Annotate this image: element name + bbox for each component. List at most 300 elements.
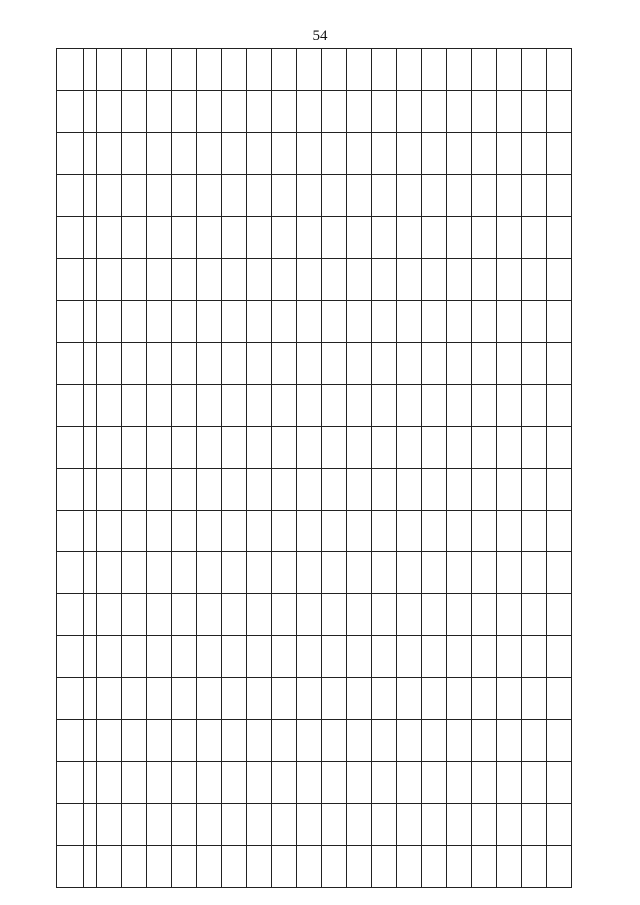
table-cell xyxy=(222,49,247,91)
table-cell xyxy=(497,175,522,217)
table-cell xyxy=(397,552,422,594)
table-cell xyxy=(247,426,272,468)
table-cell xyxy=(472,217,497,259)
table-cell xyxy=(197,300,222,342)
table-cell xyxy=(397,258,422,300)
table-cell xyxy=(347,552,372,594)
table-row xyxy=(147,49,172,888)
column-number-cell xyxy=(84,258,97,300)
table-cell xyxy=(422,678,447,720)
table-row xyxy=(197,49,222,888)
table-cell xyxy=(197,510,222,552)
table-cell xyxy=(197,384,222,426)
table-cell xyxy=(472,175,497,217)
column-header xyxy=(57,258,84,300)
table-cell xyxy=(447,217,472,259)
table-row xyxy=(497,49,522,888)
table-cell xyxy=(497,300,522,342)
table-cell xyxy=(147,636,172,678)
table-cell xyxy=(297,217,322,259)
table-cell xyxy=(447,91,472,133)
column-header xyxy=(57,846,84,888)
table-cell xyxy=(297,468,322,510)
table-cell xyxy=(497,49,522,91)
table-cell xyxy=(122,510,147,552)
table-cell xyxy=(347,846,372,888)
table-cell xyxy=(172,804,197,846)
column-header xyxy=(57,720,84,762)
table-cell xyxy=(272,133,297,175)
table-cell xyxy=(372,300,397,342)
table-cell xyxy=(322,552,347,594)
table-cell xyxy=(522,636,547,678)
column-number-cell xyxy=(84,552,97,594)
table-cell xyxy=(447,468,472,510)
table-cell xyxy=(97,804,122,846)
table-cell xyxy=(272,594,297,636)
table-cell xyxy=(322,217,347,259)
table-row xyxy=(172,49,197,888)
table-cell xyxy=(272,49,297,91)
table-cell xyxy=(97,510,122,552)
table-cell xyxy=(447,175,472,217)
table-cell xyxy=(372,510,397,552)
table-cell xyxy=(197,846,222,888)
table-cell xyxy=(222,91,247,133)
table-cell xyxy=(197,552,222,594)
table-cell xyxy=(297,49,322,91)
table-cell xyxy=(272,384,297,426)
table-cell xyxy=(247,846,272,888)
table-cell xyxy=(297,510,322,552)
column-header xyxy=(57,510,84,552)
table-cell xyxy=(247,636,272,678)
table-cell xyxy=(372,804,397,846)
table-cell xyxy=(97,678,122,720)
table-cell xyxy=(147,804,172,846)
table-cell xyxy=(347,133,372,175)
table-cell xyxy=(122,217,147,259)
column-number-cell xyxy=(84,175,97,217)
table-row xyxy=(472,49,497,888)
table-cell xyxy=(322,804,347,846)
table-cell xyxy=(272,217,297,259)
table-cell xyxy=(97,468,122,510)
table-cell xyxy=(172,49,197,91)
table-cell xyxy=(297,133,322,175)
table-cell xyxy=(222,300,247,342)
table-cell xyxy=(497,552,522,594)
table-cell xyxy=(497,258,522,300)
table-cell xyxy=(497,342,522,384)
table-header-row xyxy=(57,49,84,888)
table-cell xyxy=(97,384,122,426)
table-cell xyxy=(147,300,172,342)
table-cell xyxy=(447,636,472,678)
table-cell xyxy=(272,300,297,342)
table-cell xyxy=(397,342,422,384)
table-row xyxy=(222,49,247,888)
table-cell xyxy=(372,762,397,804)
table-cell xyxy=(397,846,422,888)
table-cell xyxy=(372,636,397,678)
table-cell xyxy=(522,510,547,552)
table-cell xyxy=(97,258,122,300)
column-number-cell xyxy=(84,133,97,175)
table-cell xyxy=(147,49,172,91)
table-cell xyxy=(247,594,272,636)
table-cell xyxy=(322,762,347,804)
table-cell xyxy=(347,175,372,217)
table-cell xyxy=(347,426,372,468)
table-cell xyxy=(272,636,297,678)
table-cell xyxy=(147,762,172,804)
table-cell xyxy=(197,762,222,804)
table-cell xyxy=(497,91,522,133)
table-cell xyxy=(97,846,122,888)
table-cell xyxy=(122,720,147,762)
table-cell xyxy=(222,510,247,552)
table-cell xyxy=(422,552,447,594)
table-cell xyxy=(422,217,447,259)
column-number-cell xyxy=(84,426,97,468)
table-cell xyxy=(247,804,272,846)
table-cell xyxy=(547,300,572,342)
table-row xyxy=(247,49,272,888)
table-cell xyxy=(447,594,472,636)
table-cell xyxy=(422,804,447,846)
table-cell xyxy=(172,300,197,342)
table-cell xyxy=(522,552,547,594)
table-cell xyxy=(497,678,522,720)
table-cell xyxy=(97,636,122,678)
table-cell xyxy=(372,720,397,762)
column-number-cell xyxy=(84,384,97,426)
table-cell xyxy=(422,762,447,804)
table-cell xyxy=(197,720,222,762)
table-cell xyxy=(197,804,222,846)
table-cell xyxy=(147,846,172,888)
table-cell xyxy=(322,91,347,133)
table-row xyxy=(422,49,447,888)
table-cell xyxy=(422,468,447,510)
column-header xyxy=(57,175,84,217)
table-cell xyxy=(422,258,447,300)
table-cell xyxy=(497,636,522,678)
table-cell xyxy=(222,342,247,384)
table-cell xyxy=(97,426,122,468)
table-cell xyxy=(522,300,547,342)
column-header xyxy=(57,300,84,342)
table-cell xyxy=(222,384,247,426)
table-cell xyxy=(222,217,247,259)
column-header xyxy=(57,468,84,510)
table-row xyxy=(297,49,322,888)
table-cell xyxy=(547,720,572,762)
table-cell xyxy=(547,175,572,217)
column-header xyxy=(57,49,84,91)
table-cell xyxy=(147,91,172,133)
table-cell xyxy=(522,175,547,217)
table-cell xyxy=(547,258,572,300)
table-cell xyxy=(222,552,247,594)
table-cell xyxy=(172,175,197,217)
table-cell xyxy=(172,594,197,636)
table-cell xyxy=(272,678,297,720)
table-cell xyxy=(147,342,172,384)
table-cell xyxy=(97,552,122,594)
table-cell xyxy=(147,468,172,510)
table-cell xyxy=(447,258,472,300)
table-cell xyxy=(322,342,347,384)
table-cell xyxy=(172,510,197,552)
table-cell xyxy=(522,594,547,636)
table-cell xyxy=(222,133,247,175)
table-cell xyxy=(297,342,322,384)
table-cell xyxy=(347,258,372,300)
table-cell xyxy=(247,217,272,259)
column-number-cell xyxy=(84,300,97,342)
table-cell xyxy=(172,217,197,259)
table-cell xyxy=(497,468,522,510)
table-row xyxy=(347,49,372,888)
table-cell xyxy=(122,804,147,846)
table-cell xyxy=(247,720,272,762)
table-cell xyxy=(172,342,197,384)
column-number-cell xyxy=(84,636,97,678)
column-number-cell xyxy=(84,720,97,762)
table-cell xyxy=(222,594,247,636)
column-number-cell xyxy=(84,342,97,384)
table-cell xyxy=(297,678,322,720)
table-cell xyxy=(472,468,497,510)
table-cell xyxy=(247,258,272,300)
table-cell xyxy=(422,594,447,636)
table-cell xyxy=(547,133,572,175)
table-cell xyxy=(372,49,397,91)
table-cell xyxy=(247,91,272,133)
table-cell xyxy=(347,804,372,846)
table-cell xyxy=(347,720,372,762)
table-cell xyxy=(222,175,247,217)
table-cell xyxy=(197,133,222,175)
table-cell xyxy=(147,678,172,720)
table-row xyxy=(322,49,347,888)
table-cell xyxy=(222,678,247,720)
table-cell xyxy=(547,510,572,552)
table-cell xyxy=(472,762,497,804)
column-number-cell xyxy=(84,762,97,804)
table-cell xyxy=(272,91,297,133)
table-cell xyxy=(322,678,347,720)
table-cell xyxy=(497,133,522,175)
table-cell xyxy=(272,804,297,846)
table-cell xyxy=(472,91,497,133)
table-cell xyxy=(97,720,122,762)
table-cell xyxy=(447,552,472,594)
column-header xyxy=(57,426,84,468)
table-cell xyxy=(372,133,397,175)
table-cell xyxy=(147,510,172,552)
table-cell xyxy=(147,258,172,300)
table-cell xyxy=(397,175,422,217)
page-number: 54 xyxy=(312,28,328,44)
table-cell xyxy=(147,426,172,468)
table-cell xyxy=(372,594,397,636)
table-cell xyxy=(147,133,172,175)
table-cell xyxy=(322,175,347,217)
table-cell xyxy=(547,678,572,720)
table-cell xyxy=(522,384,547,426)
table-cell xyxy=(222,468,247,510)
table-cell xyxy=(197,468,222,510)
table-row xyxy=(372,49,397,888)
table-cell xyxy=(347,678,372,720)
table-cell xyxy=(447,49,472,91)
table-cell xyxy=(522,762,547,804)
table-cell xyxy=(322,636,347,678)
table-cell xyxy=(397,91,422,133)
table-cell xyxy=(397,720,422,762)
table-cell xyxy=(122,468,147,510)
table-cell xyxy=(397,678,422,720)
table-cell xyxy=(522,133,547,175)
table-cell xyxy=(397,300,422,342)
table-cell xyxy=(122,258,147,300)
table-cell xyxy=(472,636,497,678)
table-cell xyxy=(472,426,497,468)
table-cell xyxy=(422,636,447,678)
table-cell xyxy=(397,510,422,552)
table-cell xyxy=(172,258,197,300)
table-row xyxy=(547,49,572,888)
table-cell xyxy=(197,594,222,636)
table-cell xyxy=(397,804,422,846)
table-cell xyxy=(547,636,572,678)
table-cell xyxy=(322,720,347,762)
column-header xyxy=(57,594,84,636)
table-cell xyxy=(122,426,147,468)
table-cell xyxy=(197,258,222,300)
table-cell xyxy=(372,258,397,300)
table-cell xyxy=(197,175,222,217)
table-cell xyxy=(122,384,147,426)
table-cell xyxy=(97,342,122,384)
column-number-cell xyxy=(84,678,97,720)
table-cell xyxy=(472,384,497,426)
table-cell xyxy=(247,762,272,804)
table-cell xyxy=(272,468,297,510)
table-cell xyxy=(122,300,147,342)
table-cell xyxy=(347,636,372,678)
table-cell xyxy=(247,384,272,426)
table-cell xyxy=(547,384,572,426)
table-cell xyxy=(97,594,122,636)
table-cell xyxy=(372,426,397,468)
table-cell xyxy=(472,342,497,384)
table-cell xyxy=(547,342,572,384)
table-cell xyxy=(197,49,222,91)
table-cell xyxy=(272,552,297,594)
table-cell xyxy=(547,804,572,846)
table-cell xyxy=(147,594,172,636)
table-cell xyxy=(522,217,547,259)
table-cell xyxy=(522,468,547,510)
table-cell xyxy=(272,762,297,804)
table-cell xyxy=(247,300,272,342)
table-row xyxy=(447,49,472,888)
table-cell xyxy=(297,594,322,636)
table-cell xyxy=(322,426,347,468)
table-cell xyxy=(422,300,447,342)
table-cell xyxy=(322,300,347,342)
data-table xyxy=(56,48,572,888)
table-cell xyxy=(122,678,147,720)
table-cell xyxy=(447,846,472,888)
table-cell xyxy=(122,49,147,91)
column-header xyxy=(57,384,84,426)
table-cell xyxy=(322,133,347,175)
column-number-cell xyxy=(84,217,97,259)
table-row xyxy=(397,49,422,888)
table-cell xyxy=(372,91,397,133)
column-number-row xyxy=(84,49,97,888)
table-cell xyxy=(372,217,397,259)
table-cell xyxy=(147,217,172,259)
table-cell xyxy=(247,468,272,510)
table-cell xyxy=(422,175,447,217)
table-cell xyxy=(397,426,422,468)
table-cell xyxy=(247,175,272,217)
column-number-cell xyxy=(84,49,97,91)
table-cell xyxy=(147,552,172,594)
table-cell xyxy=(472,133,497,175)
table-cell xyxy=(422,133,447,175)
table-cell xyxy=(322,510,347,552)
table-cell xyxy=(322,846,347,888)
table-cell xyxy=(397,49,422,91)
table-cell xyxy=(347,762,372,804)
table-cell xyxy=(547,762,572,804)
table-cell xyxy=(497,594,522,636)
table-cell xyxy=(297,91,322,133)
table-cell xyxy=(172,678,197,720)
table-cell xyxy=(547,468,572,510)
column-header xyxy=(57,678,84,720)
table-cell xyxy=(322,594,347,636)
column-header xyxy=(57,762,84,804)
column-header xyxy=(57,552,84,594)
column-header xyxy=(57,342,84,384)
table-cell xyxy=(172,552,197,594)
table-cell xyxy=(297,720,322,762)
table-cell xyxy=(497,804,522,846)
table-cell xyxy=(347,384,372,426)
table-cell xyxy=(447,342,472,384)
table-cell xyxy=(122,552,147,594)
table-cell xyxy=(472,846,497,888)
table-cell xyxy=(247,552,272,594)
table-cell xyxy=(547,552,572,594)
table-cell xyxy=(197,217,222,259)
table-cell xyxy=(397,762,422,804)
table-cell xyxy=(97,175,122,217)
table-cell xyxy=(447,426,472,468)
table-cell xyxy=(522,342,547,384)
table-cell xyxy=(172,426,197,468)
table-cell xyxy=(122,175,147,217)
table-cell xyxy=(222,762,247,804)
